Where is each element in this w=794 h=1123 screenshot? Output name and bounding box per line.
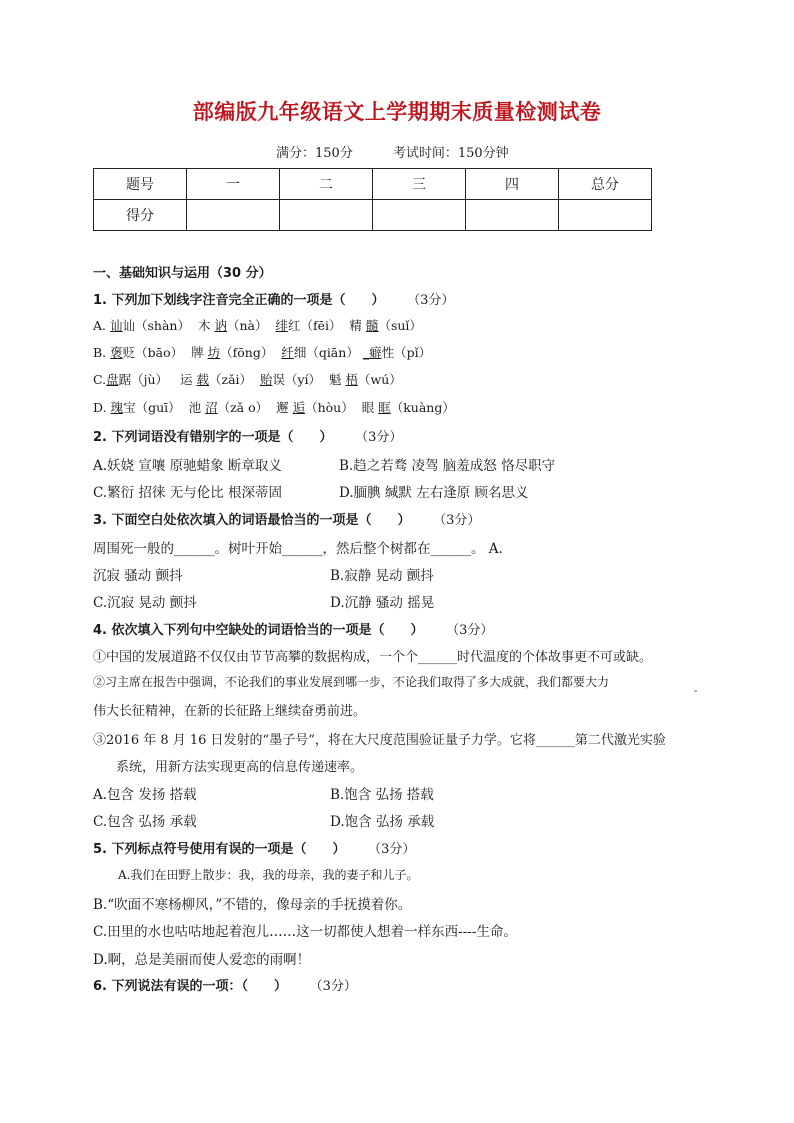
score-cell[interactable] xyxy=(559,200,652,231)
question-5-option-a: A.我们在田野上散步：我，我的母亲，我的妻子和儿子。 xyxy=(118,868,419,882)
question-1-option-b xyxy=(93,343,431,361)
option-text-segment: 盘 xyxy=(106,372,119,387)
question-4-option-c: C.包含 弘扬 承载 xyxy=(93,814,197,830)
option-text-segment: 池 xyxy=(188,400,202,415)
question-3-stem: 3. 下面空白处依次填入的词语最恰当的一项是（ ） （3分） xyxy=(93,513,481,528)
option-text-segment: 细（qiān） xyxy=(293,345,359,360)
option-text-segment: 纤 xyxy=(281,345,294,360)
question-5-option-d: D.啊，总是美丽而使人爱恋的雨啊！ xyxy=(93,952,311,968)
question-6-stem: 6. 下列说法有误的一项：（ ） （3分） xyxy=(93,979,357,994)
question-5-stem: 5. 下列标点符号使用有误的一项是（ ） （3分） xyxy=(93,842,416,857)
question-2-option-c: C.繁衍 招徕 无与伦比 根深蒂固 xyxy=(93,485,283,501)
header-cell: 二 xyxy=(280,169,373,200)
option-text-segment: 讷 xyxy=(214,318,227,333)
stray-mark: - xyxy=(694,686,698,697)
option-text-segment: 牌 xyxy=(191,345,204,360)
option-text-segment: 木 xyxy=(197,318,211,333)
full-score: 满分：150分 xyxy=(276,146,353,161)
option-text-segment: 沼 xyxy=(205,400,218,415)
score-cell[interactable] xyxy=(466,200,559,231)
section-heading: 一、基础知识与运用（30 分） xyxy=(93,266,272,281)
header-cell: 三 xyxy=(373,169,466,200)
option-text-segment: （hòu） xyxy=(305,400,354,415)
score-table-header-row xyxy=(94,169,652,200)
option-text-segment: 贻 xyxy=(259,372,273,387)
option-text-segment: （fōng） xyxy=(220,345,274,360)
option-text-segment: A. xyxy=(93,318,107,333)
header-cell: 题号 xyxy=(94,169,187,200)
option-text-segment: C. xyxy=(93,372,107,387)
option-text-segment: 坊 xyxy=(207,345,221,360)
option-text-segment: 踞（jù） xyxy=(118,372,169,387)
question-3-option-c: C.沉寂 晃动 颤抖 xyxy=(93,595,197,611)
score-cell[interactable] xyxy=(280,200,373,231)
question-2-option-a: A.妖娆 宣嚷 原驰蜡象 断章取义 xyxy=(93,458,282,474)
option-text-segment: _ xyxy=(362,345,370,360)
option-text-segment: （suǐ） xyxy=(378,318,422,333)
option-text-segment: 邂 xyxy=(276,400,289,415)
page-title: 部编版九年级语文上学期期末质量检测试卷 xyxy=(192,100,602,124)
question-5-option-c: C.田里的水也咕咕地起着泡儿……这一切都使人想着一样东西----生命。 xyxy=(93,924,517,940)
question-4-option-b: B.饱含 弘扬 搭载 xyxy=(330,787,434,803)
option-text-segment: 讪 xyxy=(110,318,123,333)
option-text-segment: 贬（bāo） xyxy=(122,345,184,360)
score-table-score-row xyxy=(94,200,652,231)
option-text-segment: 误（yí） xyxy=(272,372,322,387)
option-text-segment: 逅 xyxy=(292,400,306,415)
question-1-stem: 1. 下列加下划线字注音完全正确的一项是（ ） （3分） xyxy=(93,293,455,308)
question-4-option-a: A.包含 发扬 搭载 xyxy=(93,787,197,803)
option-text-segment: （zǎ o） xyxy=(217,400,269,415)
question-2-option-d: D.腼腆 缄默 左右逢原 顾名思义 xyxy=(339,485,529,501)
question-2-stem: 2. 下列词语没有错别字的一项是（ ） （3分） xyxy=(93,430,403,445)
option-text-segment: D. xyxy=(93,400,107,415)
question-4-option-d: D.饱含 弘扬 承载 xyxy=(330,814,435,830)
question-4-sentence-2: ②习主席在报告中强调，不论我们的事业发展到哪一步，不论我们取得了多大成就，我们都要大力 xyxy=(93,675,610,689)
question-1-option-c xyxy=(93,370,402,388)
question-4-sentence-2-cont: 伟大长征精神，在新的长征路上继续奋勇前进。 xyxy=(93,704,367,719)
question-1-option-a xyxy=(93,316,422,334)
question-4-sentence-3-cont: 系统，用新方法实现更高的信息传递速率。 xyxy=(116,760,364,775)
option-text-segment: 魁 xyxy=(329,372,342,387)
question-1-option-d xyxy=(93,398,455,416)
question-4-sentence-3: ③2016 年 8 月 16 日发射的“墨子号”，将在大尺度范围验证量子力学。它将______第二代激光实验 xyxy=(93,733,666,748)
score-cell[interactable] xyxy=(187,200,280,231)
question-2-option-b: B.趋之若骛 凌驾 脑羞成怒 恪尽职守 xyxy=(339,458,556,474)
exam-time: 考试时间：150分钟 xyxy=(392,146,509,161)
question-3-passage: 周围死一般的______。树叶开始______，然后整个树都在______。 A. xyxy=(93,541,503,557)
option-text-segment: 精 xyxy=(349,318,362,333)
option-text-segment: 红（fēi） xyxy=(287,318,342,333)
option-text-segment: 宝（guī） xyxy=(123,400,181,415)
question-3-option-d: D.沉静 骚动 摇晃 xyxy=(330,595,435,611)
exam-meta xyxy=(276,142,509,161)
header-cell: 四 xyxy=(466,169,559,200)
option-text-segment: 绯 xyxy=(275,318,288,333)
score-table xyxy=(93,168,652,231)
row-label-cell: 得分 xyxy=(94,200,187,231)
score-cell[interactable] xyxy=(373,200,466,231)
question-4-stem: 4. 依次填入下列句中空缺处的词语恰当的一项是（ ） （3分） xyxy=(93,623,494,638)
option-text-segment: B. xyxy=(93,345,107,360)
option-text-segment: 梧 xyxy=(345,372,359,387)
question-4-sentence-1: ①中国的发展道路不仅仅由节节高攀的数据构成，一个个______时代温度的个体故事更不可或缺。 xyxy=(93,650,653,665)
option-text-segment: 褒 xyxy=(110,345,123,360)
option-text-segment: 运 xyxy=(179,372,193,387)
option-text-segment: （zǎi） xyxy=(208,372,253,387)
header-cell: 一 xyxy=(187,169,280,200)
option-text-segment: 癖 xyxy=(369,345,382,360)
option-text-segment: 眼 xyxy=(361,400,375,415)
option-text-segment: （wú） xyxy=(358,372,402,387)
option-text-segment: 载 xyxy=(196,372,209,387)
option-text-segment: 讪（shàn） xyxy=(122,318,190,333)
header-cell: 总分 xyxy=(559,169,652,200)
option-text-segment: 眶 xyxy=(378,400,391,415)
option-text-segment: （nà） xyxy=(226,318,268,333)
option-text-segment: 瑰 xyxy=(110,400,124,415)
question-3-option-a: 沉寂 骚动 颤抖 xyxy=(93,568,183,584)
option-text-segment: （kuàng） xyxy=(390,400,455,415)
question-5-option-b: B.“吹面不寒杨柳风，”不错的，像母亲的手抚摸着你。 xyxy=(93,897,412,913)
option-text-segment: 髓 xyxy=(365,318,379,333)
question-3-option-b: B.寂静 晃动 颤抖 xyxy=(330,568,434,584)
option-text-segment: 性（pǐ） xyxy=(381,345,432,360)
